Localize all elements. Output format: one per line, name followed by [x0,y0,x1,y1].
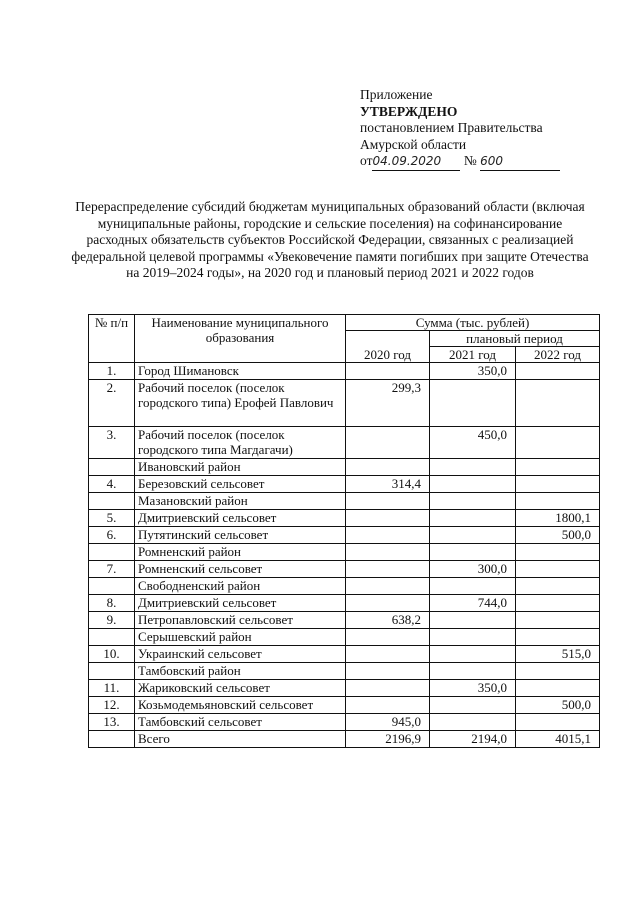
row-value-2022 [516,544,600,561]
row-value-2022: 1800,1 [516,510,600,527]
row-num: 13. [89,714,135,731]
row-value-2021 [430,697,516,714]
row-num: 7. [89,561,135,578]
row-value-2020 [346,680,430,697]
table-row [89,510,600,527]
table-row [89,380,600,427]
row-value-2020: 299,3 [346,380,430,427]
row-name: Украинский сельсовет [135,646,346,663]
row-value-2022: 500,0 [516,527,600,544]
row-value-2020: 945,0 [346,714,430,731]
table-row [89,363,600,380]
row-name: Жариковский сельсовет [135,680,346,697]
row-name: Город Шимановск [135,363,346,380]
row-value-2022 [516,578,600,595]
row-name: Петропавловский сельсовет [135,612,346,629]
row-value-2022 [516,629,600,646]
row-value-2022 [516,493,600,510]
row-num: 9. [89,612,135,629]
row-value-2022 [516,380,600,427]
row-num [89,578,135,595]
row-value-2020 [346,427,430,459]
row-num: 4. [89,476,135,493]
row-value-2020: 314,4 [346,476,430,493]
row-value-2021 [430,493,516,510]
row-value-2020 [346,459,430,476]
row-value-2020 [346,578,430,595]
table-row [89,629,600,646]
header-num: № п/п [89,315,135,363]
row-value-2022 [516,476,600,493]
row-value-2021 [430,714,516,731]
row-name: Дмитриевский сельсовет [135,510,346,527]
table-row [89,646,600,663]
row-name: Козьмодемьяновский сельсовет [135,697,346,714]
row-value-2021 [430,476,516,493]
row-value-2021 [430,510,516,527]
header-name: Наименование муниципального образования [135,315,346,363]
table-row [89,697,600,714]
row-num: 5. [89,510,135,527]
row-name: Серышевский район [135,629,346,646]
row-value-2021 [430,544,516,561]
approval-block [360,87,560,171]
row-name: Дмитриевский сельсовет [135,595,346,612]
table-row [89,663,600,680]
row-value-2022 [516,363,600,380]
row-name: Березовский сельсовет [135,476,346,493]
row-value-2021 [430,459,516,476]
total-row [89,731,600,748]
row-name: Тамбовский район [135,663,346,680]
row-num [89,629,135,646]
approval-appendix: Приложение [360,87,433,102]
row-value-2020 [346,697,430,714]
row-num [89,493,135,510]
row-value-2020 [346,544,430,561]
row-name: Рабочий поселок (поселок городского типа Магдагачи) [135,427,346,459]
row-value-2021 [430,663,516,680]
row-value-2022: 515,0 [516,646,600,663]
table-row [89,527,600,544]
row-value-2021: 744,0 [430,595,516,612]
row-name: Ивановский район [135,459,346,476]
row-value-2021 [430,612,516,629]
row-value-2021 [430,646,516,663]
row-value-2020 [346,629,430,646]
row-value-2020 [346,527,430,544]
row-name: Свободненский район [135,578,346,595]
row-value-2021: 350,0 [430,680,516,697]
subsidy-table [88,314,600,748]
row-value-2022 [516,612,600,629]
row-name: Рабочий поселок (поселок городского типа) Ерофей Павлович [135,380,346,427]
approval-region: Амурской области [360,136,467,152]
row-num [89,544,135,561]
row-value-2020 [346,646,430,663]
row-value-2020 [346,561,430,578]
row-num: 2. [89,380,135,427]
row-value-2020 [346,595,430,612]
row-value-2022 [516,561,600,578]
total-num-cell [89,731,135,748]
row-name: Ромненский район [135,544,346,561]
row-value-2021 [430,527,516,544]
table-row [89,476,600,493]
approval-number: 600 [480,153,560,171]
table-row [89,544,600,561]
row-value-2021: 350,0 [430,363,516,380]
total-label: Всего [135,731,346,748]
approval-resolution: постановлением Правительства [360,120,543,135]
row-value-2022: 500,0 [516,697,600,714]
header-2021: 2021 год [430,347,516,363]
row-value-2022 [516,663,600,680]
row-name: Путятинский сельсовет [135,527,346,544]
header-sum: Сумма (тыс. рублей) [346,315,600,331]
table-row [89,459,600,476]
row-value-2020 [346,363,430,380]
row-value-2022 [516,595,600,612]
header-plan: плановый период [430,331,600,347]
number-label: № [463,153,477,168]
total-2022: 4015,1 [516,731,600,748]
total-2020: 2196,9 [346,731,430,748]
row-name: Тамбовский сельсовет [135,714,346,731]
table-row [89,595,600,612]
row-value-2021: 300,0 [430,561,516,578]
row-value-2021 [430,380,516,427]
table-row [89,680,600,697]
row-num: 10. [89,646,135,663]
header-2020: 2020 год [346,331,430,363]
total-2021: 2194,0 [430,731,516,748]
row-value-2020 [346,510,430,527]
row-value-2022 [516,714,600,731]
row-num: 1. [89,363,135,380]
table-row [89,561,600,578]
row-value-2020 [346,493,430,510]
row-value-2022 [516,680,600,697]
row-value-2021 [430,578,516,595]
table-row [89,578,600,595]
row-num: 8. [89,595,135,612]
header-2022: 2022 год [516,347,600,363]
table-row [89,612,600,629]
approval-date: 04.09.2020 [372,153,460,171]
row-num: 3. [89,427,135,459]
row-num [89,459,135,476]
table-body [89,363,600,748]
from-label: от [360,153,373,168]
row-name: Ромненский сельсовет [135,561,346,578]
table-row [89,493,600,510]
row-num: 11. [89,680,135,697]
row-value-2022 [516,427,600,459]
table-row [89,427,600,459]
row-num: 12. [89,697,135,714]
row-value-2021 [430,629,516,646]
row-value-2020 [346,663,430,680]
table-row [89,714,600,731]
row-value-2022 [516,459,600,476]
document-title: Перераспределение субсидий бюджетам муниципальных образований области (включая муниципальные районы, городские и сельские поселения) на софинансирование расходных обязательств субъектов Российской Федерации, связанных с реализацией федеральной целевой программы «Увековечение памяти погибших при защите Отечества на 2019–2024 годы», на 2020 год и плановый период 2021 и 2022 годов [71,199,589,280]
row-num [89,663,135,680]
row-name: Мазановский район [135,493,346,510]
row-value-2020: 638,2 [346,612,430,629]
row-num: 6. [89,527,135,544]
approval-approved: УТВЕРЖДЕНО [360,103,458,119]
row-value-2021: 450,0 [430,427,516,459]
approval-date-number [360,153,560,171]
